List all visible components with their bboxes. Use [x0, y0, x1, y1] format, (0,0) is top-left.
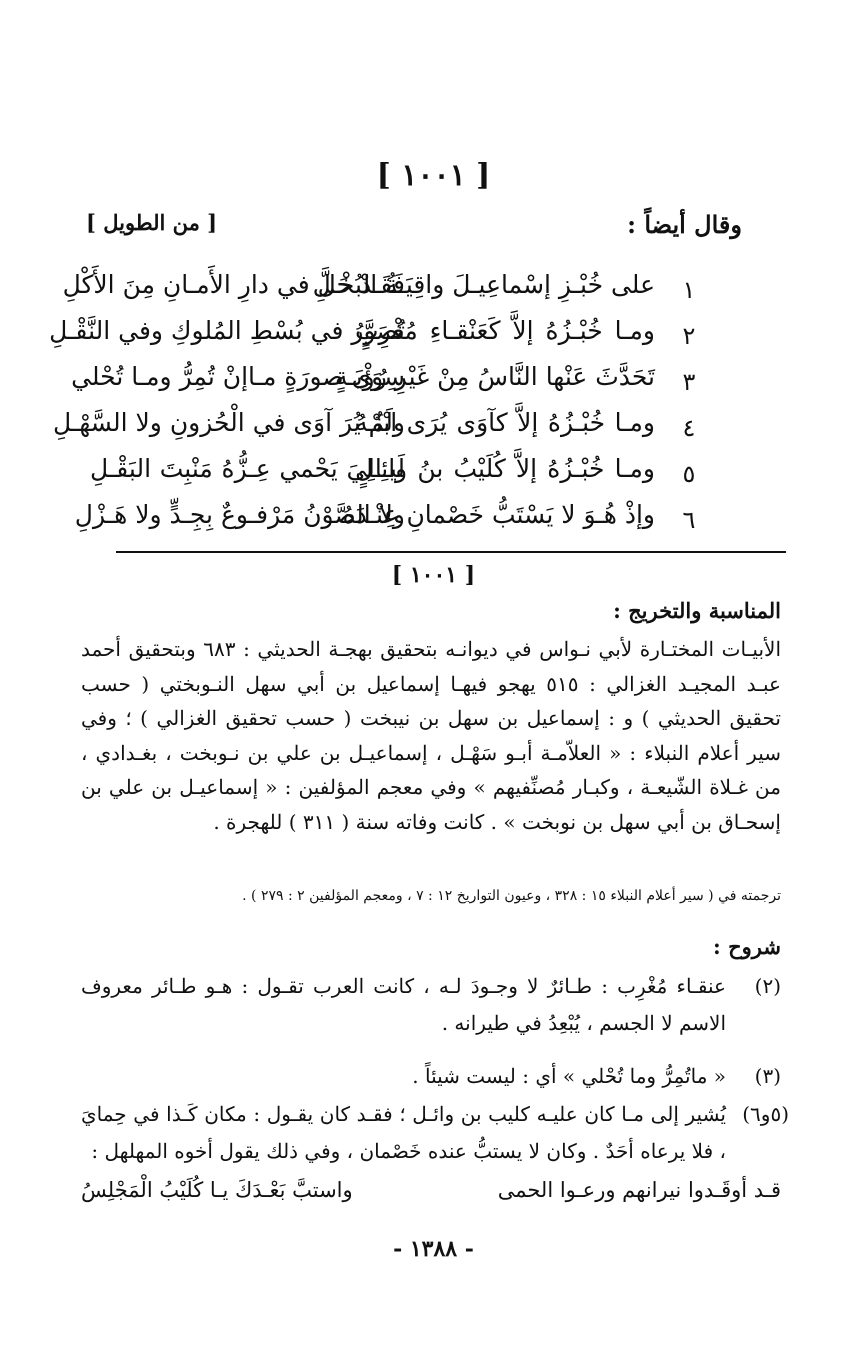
verse-first-hemistich: ومـا خُبْـزُهُ إلاَّ كآوَى يُرَى ابْنُـهُ	[355, 408, 655, 437]
verse-number: ٣	[682, 368, 696, 396]
verse-first-hemistich: ومـا خُبْـزُهُ إلاَّ كَعَنْقـاءِ مُغْرِبٍ	[355, 316, 655, 345]
verse-second-hemistich: فَقَـدْ حَلَّ في دارِ الأَمـانِ مِنَ الأَكْلِ	[62, 270, 405, 299]
verse-first-hemistich: وإذْ هُـوَ لا يَسْتَبُّ خَصْمانِ عِنْـدَهُ	[342, 500, 655, 529]
verse-6	[0, 500, 780, 550]
quoted-verse-second: واستبَّ بَعْـدَكَ يـا كُلَيْبُ الْمَجْلِسُ	[81, 1178, 353, 1202]
page-number: - ١٣٨٨ -	[393, 1236, 474, 1262]
verse-first-hemistich: تَحَدَّثَ عَنْها النَّاسُ مِنْ غَيْرِ رُؤْيَـةٍ	[335, 362, 655, 391]
note-item	[81, 1058, 781, 1095]
verse-second-hemistich: تُصَوَّرُ في بُسْطِ المُلوكِ وفي النَّقْـلِ	[49, 316, 405, 345]
note-text: « ماتُمِرُّ وما تُحْلي » أي : ليست شيئاً .	[412, 1064, 726, 1088]
verse-second-hemistich: لَيـالِيَ يَحْمي عِـزُّهُ مَنْبِتَ البَقْـلِ	[90, 454, 405, 483]
verse-4	[0, 408, 780, 458]
verse-2	[0, 316, 780, 366]
note-item	[81, 968, 781, 1042]
verse-first-hemistich: ومـا خُبْـزُهُ إلاَّ كُلَيْبُ بنُ وائِـلٍ	[355, 454, 655, 483]
verse-5	[0, 454, 780, 504]
note-number: (٥و٦)	[742, 1102, 789, 1126]
verse-number: ٤	[682, 414, 696, 442]
divider-rule	[116, 551, 786, 553]
note-text: يُشير إلى مـا كان عليـه كليب بن وائـل ؛ فقـد كان يقـول : مكان كَـذا في حِمايَ ، فلا يرعاه أحَدٌ . وكان لا يستبُّ عنده خَصْمان ، وفي ذلك يقول أخوه المهلهل :	[81, 1102, 726, 1163]
occasion-heading: المناسبة والتخريج :	[613, 598, 781, 623]
verse-1	[0, 270, 780, 320]
meter-label: [ من الطويل ]	[86, 210, 218, 235]
notes-heading: شروح :	[713, 934, 781, 959]
intro-line: وقال أيضاً :	[627, 210, 742, 239]
verse-3	[0, 362, 780, 412]
poem-number-title: [ ١٠٠١ ]	[376, 158, 491, 193]
verse-second-hemistich: ولا الصَّوْنُ مَرْفـوعٌ بِجِـدٍّ ولا هَـزْلِ	[74, 500, 405, 529]
section-number: [ ١٠٠١ ]	[391, 562, 476, 588]
verse-number: ٢	[682, 322, 696, 350]
verse-second-hemistich: ولَمْ يُرَ آوَى في الْحُزونِ ولا السَّهْـلِ	[52, 408, 405, 437]
note-number: (٢)	[754, 974, 781, 998]
verse-number: ٥	[682, 460, 696, 488]
note-number: (٣)	[754, 1064, 781, 1088]
occasion-paragraph: الأبيـات المختـارة لأبي نـواس في ديوانـه بتحقيق بهجـة الحديثي : ٦٨٣ وبتحقيق أحمد عبـد المجيـد الغزالي : ٥١٥ يهجو فيهـا إسماعيل بن أبي سهل النـوبختي ( حسب تحقيق الحديثي ) و : إسماعيل بن سهل بن نيبخت ( حسب تحقيق الغزالي ) ؛ وفي سير أعلام النبلاء : « العلاّمـة أبـو سَهْـل ، إسماعيـل بن علي بن نـوبخت ، بغـدادي ، من غـلاة الشّيعـة ، وكبـار مُصنِّفيهم » وفي معجم المؤلفين : « إسماعيـل بن علي بن إسحـاق بن أبي سهل بن نوبخت » . كانت وفاته سنة ( ٣١١ ) للهجرة .	[81, 637, 781, 834]
biography-reference: ترجمته في ( سير أعلام النبلاء ١٥ : ٣٢٨ ، وعيون التواريخ ١٢ : ٧ ، ومعجم المؤلفين ٢ : ٢٧٩ ) .	[242, 888, 781, 904]
verse-first-hemistich: على خُبْـزِ إسْماعِيـلَ واقِيَـةُ البُخْـلِ	[312, 270, 655, 299]
note-item	[81, 1096, 789, 1170]
verse-second-hemistich: سِوَى صورَةٍ مـاإنْ تُمِرُّ ومـا تُحْلي	[71, 362, 405, 391]
quoted-verse	[81, 1178, 781, 1214]
note-text: عنقـاء مُغْرِب : طـائرٌ لا وجـودَ لـه ، كانت العرب تقـول : هـو طـائر معروف الاسم لا الجسم ، يُبْعِدُ في طيرانه .	[81, 974, 726, 1035]
verse-number: ٦	[682, 506, 696, 534]
quoted-verse-first: قـد أوقَـدوا نيرانهم ورعـوا الحمى	[497, 1178, 781, 1202]
verse-number: ١	[682, 276, 696, 304]
